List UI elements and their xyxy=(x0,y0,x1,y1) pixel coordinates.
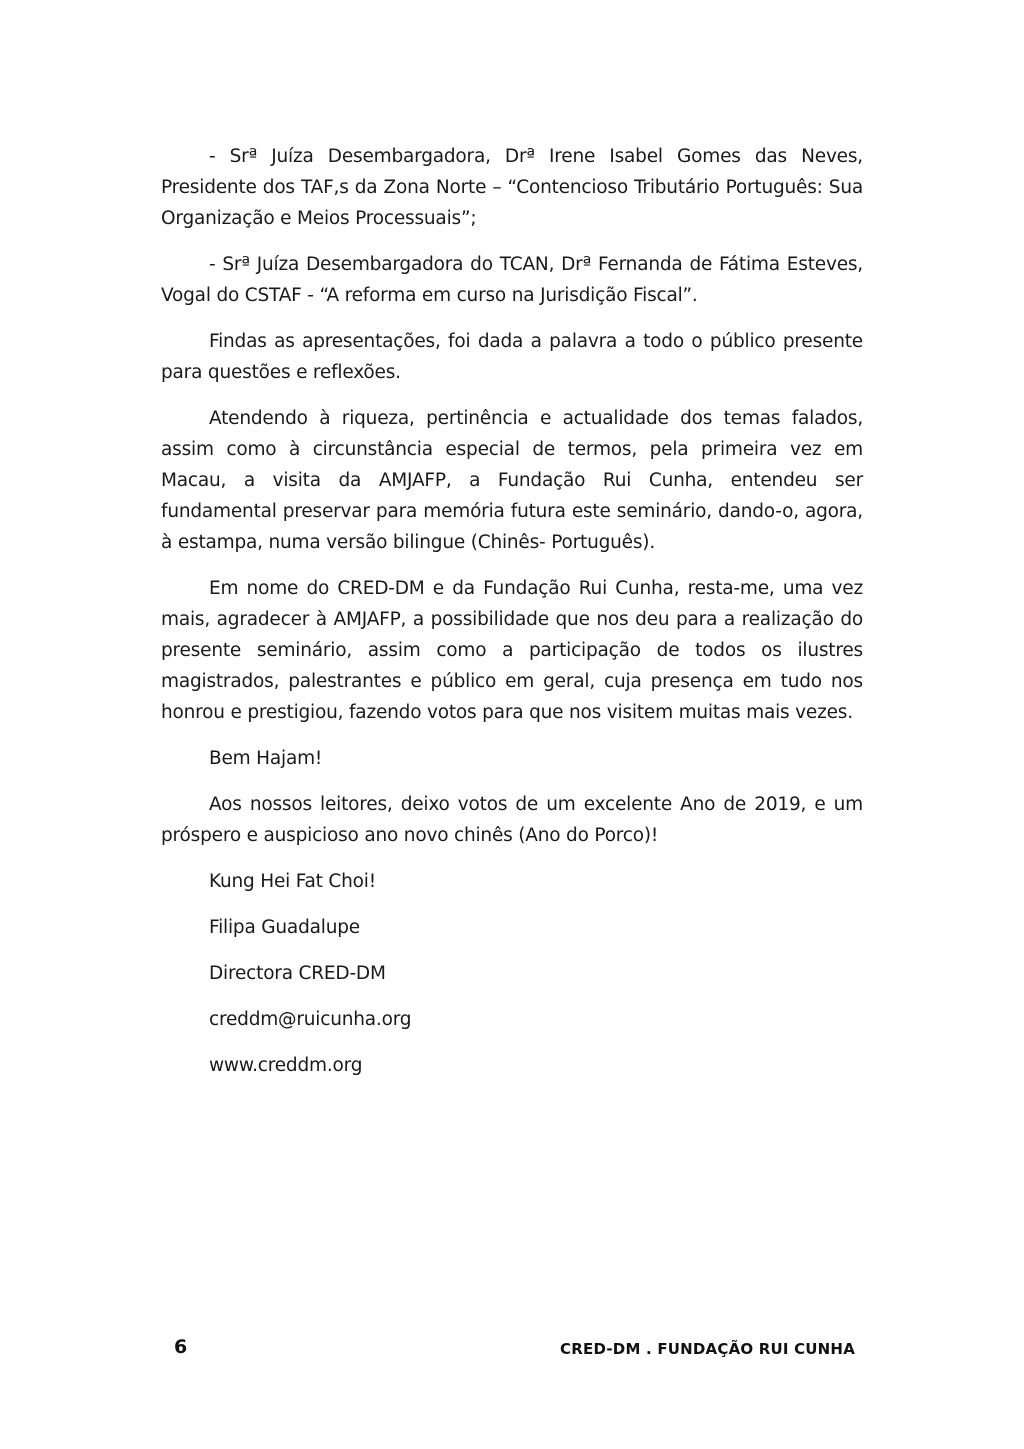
paragraph-seminar-publication: Atendendo à riqueza, pertinência e actualidade dos temas falados, assim como à circunstância especial de termos, pela primeira vez em Macau, a visita da AMJAFP, a Fundação Rui Cunha, entendeu ser fundamental preservar para memória futura este seminário, dando-o, agora, à estampa, numa versão bilingue (Chinês- Português). xyxy=(161,408,863,553)
paragraph-speaker-irene-neves: - Srª Juíza Desembargadora, Drª Irene Isabel Gomes das Neves, Presidente dos TAF,s da Zona Norte – “Contencioso Tributário Português: Sua Organização e Meios Processuais”; xyxy=(161,146,863,229)
paragraph-thanks: Em nome do CRED-DM e da Fundação Rui Cunha, resta-me, uma vez mais, agradecer à AMJAFP, a possibilidade que nos deu para a realização do presente seminário, assim como a participação de todos os ilustres magistrados, palestrantes e público em geral, cuja presença em tudo nos honrou e prestigiou, fazendo votos para que nos visitem muitas mais vezes. xyxy=(161,578,863,723)
footer-publisher: CRED-DM . FUNDAÇÃO RUI CUNHA xyxy=(560,1340,855,1358)
contact-website: www.creddm.org xyxy=(209,1055,363,1076)
paragraph-bem-hajam: Bem Hajam! xyxy=(209,748,323,769)
signature-title: Directora CRED-DM xyxy=(209,963,386,984)
signature-name: Filipa Guadalupe xyxy=(209,917,360,938)
page-number: 6 xyxy=(174,1336,188,1358)
contact-email: creddm@ruicunha.org xyxy=(209,1009,412,1030)
greeting-line: Kung Hei Fat Choi! xyxy=(209,871,376,892)
paragraph-presentations-ended: Findas as apresentações, foi dada a palavra a todo o público presente para questões e reflexões. xyxy=(161,331,863,383)
paragraph-speaker-fernanda-esteves: - Srª Juíza Desembargadora do TCAN, Drª Fernanda de Fátima Esteves, Vogal do CSTAF - “A reforma em curso na Jurisdição Fiscal”. xyxy=(161,254,863,306)
paragraph-new-year-wishes: Aos nossos leitores, deixo votos de um excelente Ano de 2019, e um próspero e auspicioso ano novo chinês (Ano do Porco)! xyxy=(161,794,863,846)
page-body xyxy=(161,141,863,1096)
